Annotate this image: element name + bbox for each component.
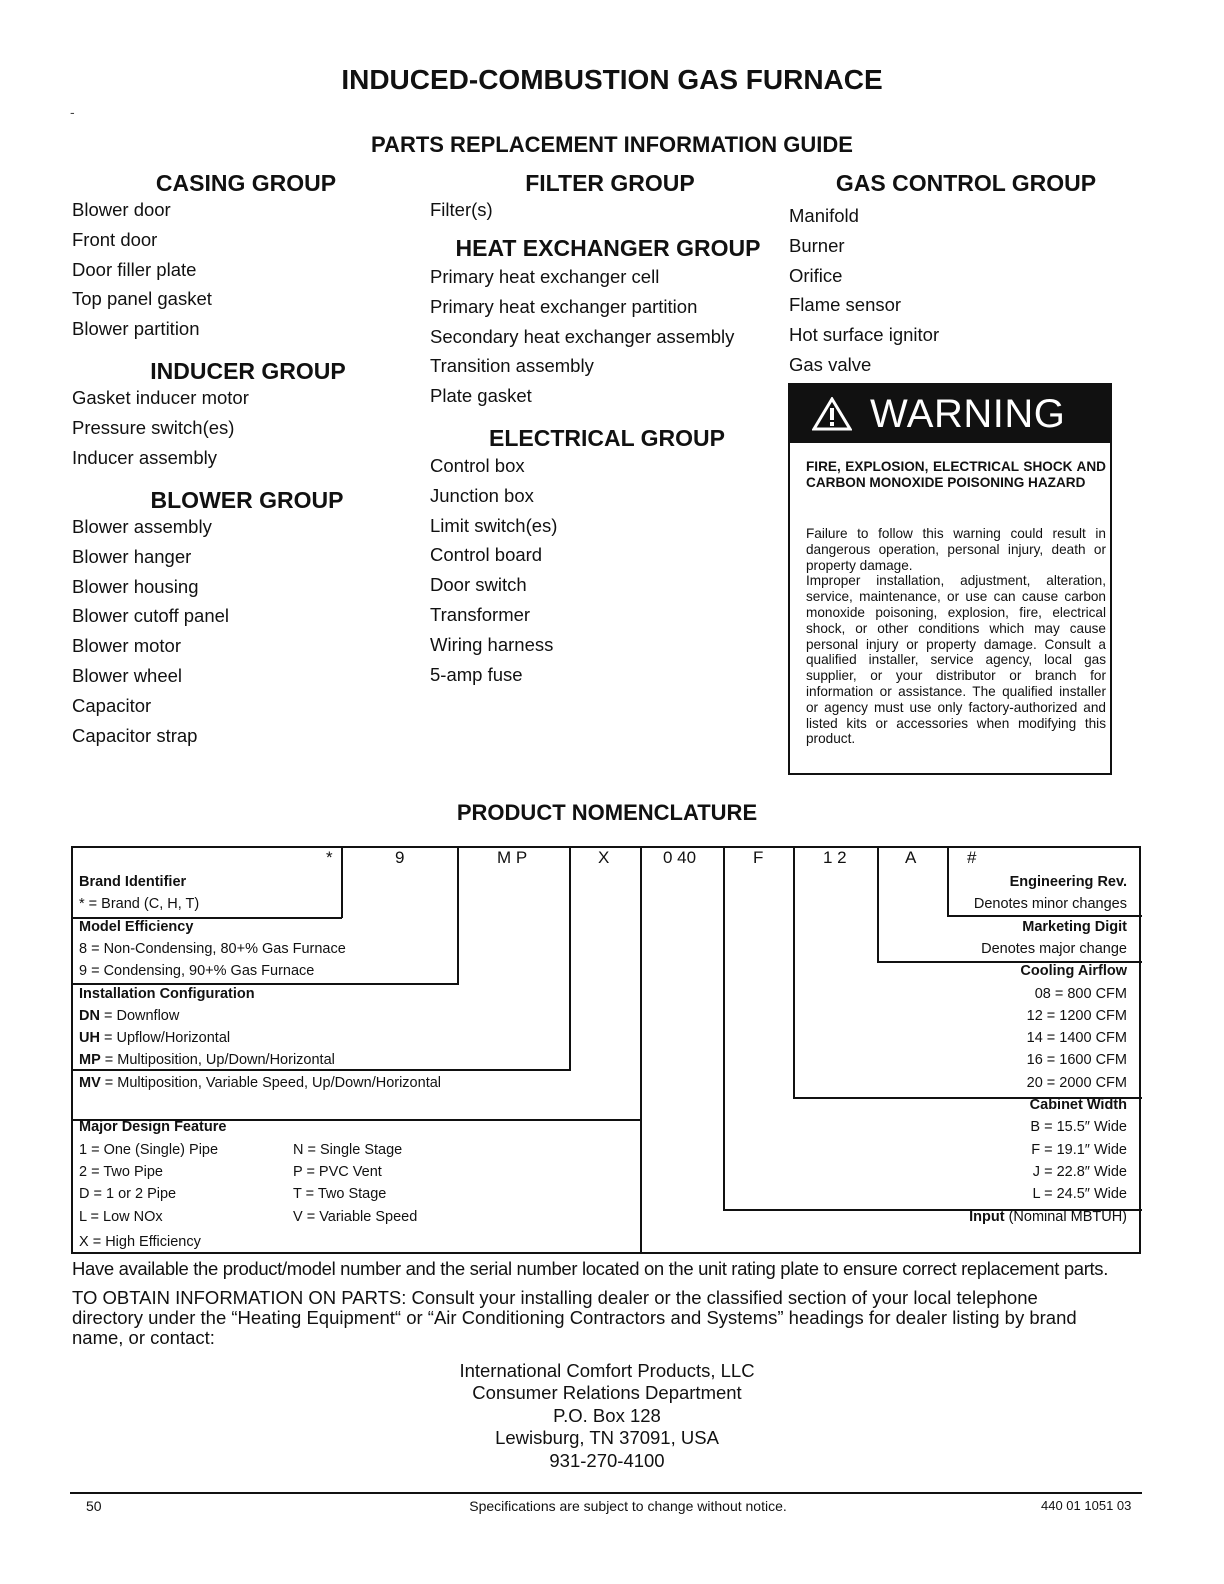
list-item: Door filler plate — [72, 258, 197, 280]
list-item: Manifold — [789, 205, 859, 226]
list-item: Blower door — [72, 199, 171, 220]
list-item: Blower motor — [72, 635, 181, 657]
design-line: P = PVC Vent — [293, 1164, 382, 1180]
address-line: International Comfort Products, LLC — [459, 1360, 755, 1381]
nomenclature-title: PRODUCT NOMENCLATURE — [456, 800, 758, 825]
list-item: Wiring harness — [430, 633, 554, 655]
list-item: Filter(s) — [430, 199, 493, 220]
warning-header — [790, 385, 1110, 443]
cooling-line: 12 = 1200 CFM — [1026, 1008, 1127, 1024]
gas-control-group-list — [789, 201, 939, 380]
warning-triangle-icon — [812, 397, 852, 431]
engineering-heading: Engineering Rev. — [1009, 874, 1127, 890]
address-line: Lewisburg, TN 37091, USA — [495, 1427, 719, 1449]
code-design: X — [598, 848, 610, 867]
warning-box — [788, 383, 1112, 775]
list-item: Primary heat exchanger partition — [430, 295, 698, 317]
design-line: T = Two Stage — [293, 1186, 387, 1202]
list-item: Control board — [430, 544, 543, 566]
design-line: D = 1 or 2 Pipe — [79, 1186, 177, 1202]
obtain-info-note: TO OBTAIN INFORMATION ON PARTS: Consult your installing dealer or the classified section of your local telephone directory under the “Heating Equipment“ or “Air Conditioning Contractors and Systems” headings for dealer listing by brand name, or contact: — [72, 1287, 1077, 1348]
footer-rule — [70, 1492, 1142, 1494]
brand-line: * = Brand (C, H, T) — [79, 896, 200, 912]
blower-group-title: BLOWER GROUP — [150, 487, 344, 513]
casing-group-title: CASING GROUP — [155, 170, 337, 196]
cabinet-line: L = 24.5″ Wide — [1032, 1186, 1127, 1202]
have-available-note: Have available the product/model number and the serial number located on the unit rating plate to ensure correct replacement parts. — [72, 1258, 1108, 1279]
installation-heading: Installation Configuration — [79, 986, 255, 1002]
heat-exchanger-group-list — [430, 262, 734, 411]
marketing-heading: Marketing Digit — [1022, 919, 1127, 935]
list-item: Pressure switch(es) — [72, 416, 235, 438]
inducer-group-list — [72, 383, 249, 472]
code-efficiency: 9 — [395, 848, 405, 867]
list-item: Hot surface ignitor — [789, 324, 940, 346]
list-item: Inducer assembly — [72, 446, 217, 468]
list-item: Flame sensor — [789, 294, 902, 316]
list-item: Plate gasket — [430, 385, 532, 407]
cabinet-line: B = 15.5″ Wide — [1030, 1119, 1127, 1135]
cooling-line: 14 = 1400 CFM — [1026, 1030, 1127, 1046]
warning-text — [806, 526, 1106, 747]
cooling-line: 08 = 800 CFM — [1034, 986, 1127, 1002]
list-item: Gas valve — [789, 353, 872, 375]
design-line: X = High Efficiency — [79, 1234, 201, 1250]
page-number: 50 — [86, 1498, 102, 1514]
list-item: Control box — [430, 455, 525, 476]
list-item: Capacitor strap — [72, 724, 198, 746]
filter-group-title: FILTER GROUP — [525, 170, 695, 196]
list-item: Front door — [72, 228, 158, 250]
code-input: 0 40 — [663, 848, 697, 867]
electrical-group-title: ELECTRICAL GROUP — [489, 425, 725, 451]
gas-control-group-title: GAS CONTROL GROUP — [835, 170, 1097, 196]
electrical-group-list — [430, 451, 557, 689]
warning-hazard: FIRE, EXPLOSION, ELECTRICAL SHOCK AND CARBON MONOXIDE POISONING HAZARD — [806, 459, 1106, 490]
design-line: 1 = One (Single) Pipe — [79, 1142, 219, 1158]
page-title: INDUCED-COMBUSTION GAS FURNACE — [341, 64, 883, 95]
cabinet-line: F = 19.1″ Wide — [1031, 1142, 1127, 1158]
list-item: Capacitor — [72, 694, 152, 716]
address-line: 931-270-4100 — [549, 1449, 665, 1471]
design-line: 2 = Two Pipe — [79, 1164, 163, 1180]
cabinet-line: J = 22.8″ Wide — [1032, 1164, 1127, 1180]
list-item: Blower hanger — [72, 545, 192, 567]
list-item: Limit switch(es) — [430, 514, 558, 536]
contact-address — [0, 1360, 1214, 1472]
list-item: Blower assembly — [72, 516, 212, 537]
design-line: N = Single Stage — [293, 1142, 403, 1158]
efficiency-heading: Model Efficiency — [79, 919, 194, 935]
installation-line: DN = Downflow — [79, 1008, 180, 1024]
list-item: 5-amp fuse — [430, 663, 523, 685]
list-item: Top panel gasket — [72, 288, 212, 310]
code-cabinet: F — [753, 848, 764, 867]
warning-paragraph: Failure to follow this warning could result in dangerous operation, personal injury, death or property damage. — [806, 526, 1106, 573]
design-heading: Major Design Feature — [79, 1119, 227, 1135]
cabinet-heading: Cabinet Width — [1029, 1097, 1127, 1113]
code-engineering: # — [967, 848, 977, 867]
installation-line: MP = Multiposition, Up/Down/Horizontal — [79, 1052, 335, 1068]
design-line: L = Low NOx — [79, 1209, 163, 1225]
list-item: Burner — [789, 234, 845, 256]
inducer-group-title: INDUCER GROUP — [150, 358, 346, 384]
efficiency-line: 8 = Non-Condensing, 80+% Gas Furnace — [79, 941, 346, 957]
document-number: 440 01 1051 03 — [1041, 1498, 1132, 1513]
input-line: Input (Nominal MBTUH) — [969, 1209, 1127, 1225]
list-item: Gasket inducer motor — [72, 387, 249, 408]
code-marketing: A — [905, 848, 917, 867]
list-item: Blower housing — [72, 575, 199, 597]
list-item: Transition assembly — [430, 355, 594, 377]
installation-line: MV = Multiposition, Variable Speed, Up/Down/Horizontal — [79, 1075, 442, 1091]
margin-dash: - — [70, 104, 75, 120]
list-item: Primary heat exchanger cell — [430, 266, 660, 287]
code-brand: * — [326, 848, 333, 867]
code-airflow: 1 2 — [823, 848, 847, 867]
page-subtitle: PARTS REPLACEMENT INFORMATION GUIDE — [371, 132, 853, 157]
nomenclature-table — [71, 846, 1141, 1254]
engineering-line: Denotes minor changes — [973, 896, 1127, 912]
list-item: Door switch — [430, 574, 527, 596]
cooling-line: 20 = 2000 CFM — [1026, 1075, 1127, 1091]
footer-note: Specifications are subject to change without notice. — [469, 1498, 787, 1514]
marketing-line: Denotes major change — [981, 941, 1127, 957]
list-item: Blower wheel — [72, 664, 183, 686]
warning-label: WARNING — [870, 392, 1066, 436]
warning-paragraph: Improper installation, adjustment, alteration, service, maintenance, or use can cause carbon monoxide poisoning, explosion, fire, electrical shock, or other conditions which may cause personal injury or property damage. Consult a qualified installer, service agency, local gas supplier, or your distributor or branch for information or assistance. The qualified installer or agency must use only factory-authorized and listed kits or accessories when modifying this product. — [806, 573, 1106, 747]
list-item: Blower cutoff panel — [72, 605, 230, 627]
list-item: Transformer — [430, 603, 531, 625]
blower-group-list — [72, 512, 229, 750]
address-line: Consumer Relations Department — [472, 1382, 742, 1404]
list-item: Secondary heat exchanger assembly — [430, 325, 735, 347]
filter-group-list — [430, 195, 493, 225]
design-line: V = Variable Speed — [293, 1209, 418, 1225]
cooling-line: 16 = 1600 CFM — [1026, 1052, 1127, 1068]
list-item: Orifice — [789, 264, 843, 286]
efficiency-line: 9 = Condensing, 90+% Gas Furnace — [79, 963, 315, 979]
code-installation: M P — [497, 848, 528, 867]
brand-heading: Brand Identifier — [79, 874, 187, 890]
casing-group-list — [72, 195, 212, 344]
list-item: Junction box — [430, 484, 534, 506]
list-item: Blower partition — [72, 318, 200, 340]
address-line: P.O. Box 128 — [553, 1404, 661, 1426]
cooling-heading: Cooling Airflow — [1020, 963, 1127, 979]
installation-line: UH = Upflow/Horizontal — [79, 1030, 231, 1046]
heat-exchanger-group-title: HEAT EXCHANGER GROUP — [455, 235, 761, 261]
